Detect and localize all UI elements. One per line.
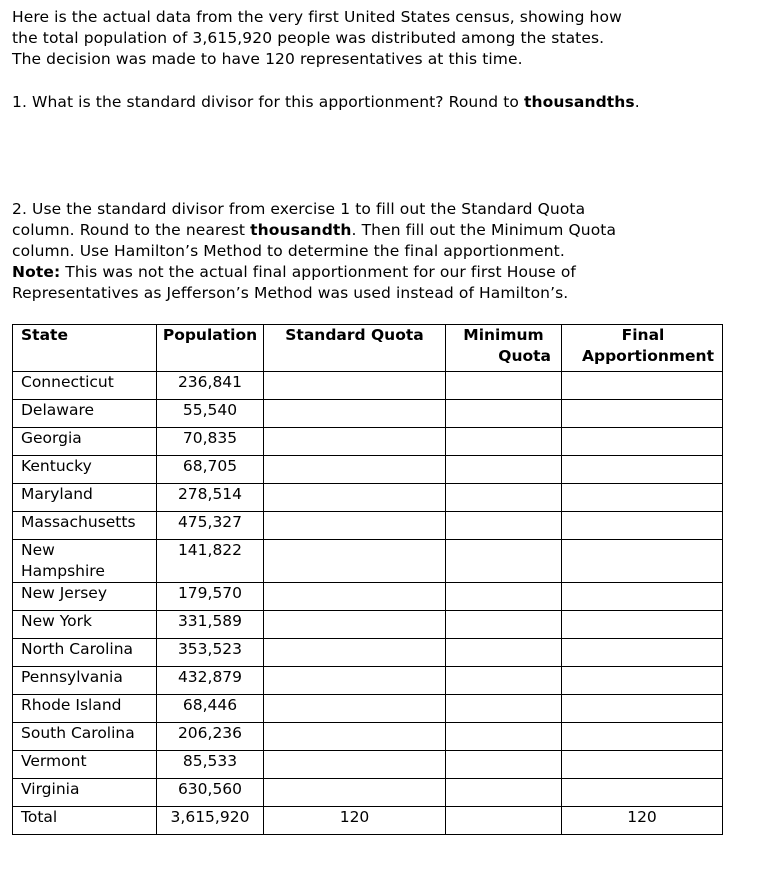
state-cell: Vermont — [13, 751, 157, 779]
final-apportionment-cell[interactable] — [562, 540, 723, 583]
table-row — [13, 583, 723, 611]
header-final-line2: Apportionment — [582, 347, 714, 365]
intro-line: the total population of 3,615,920 people was distributed among the states. — [12, 29, 605, 47]
table-total-row — [13, 807, 723, 835]
population-cell: 475,327 — [157, 512, 264, 540]
minimum-quota-cell[interactable] — [446, 611, 562, 639]
table-header-row — [13, 325, 723, 372]
population-cell: 331,589 — [157, 611, 264, 639]
standard-quota-cell[interactable] — [264, 639, 446, 667]
minimum-quota-cell[interactable] — [446, 512, 562, 540]
final-apportionment-cell[interactable] — [562, 667, 723, 695]
final-apportionment-cell[interactable] — [562, 695, 723, 723]
final-apportionment-cell[interactable] — [562, 456, 723, 484]
population-cell: 68,446 — [157, 695, 264, 723]
total-minimum-quota[interactable] — [446, 807, 562, 835]
question-2-line: column. Round to the nearest — [12, 221, 251, 239]
census-table — [12, 324, 723, 835]
table-row — [13, 428, 723, 456]
state-cell: Pennsylvania — [13, 667, 157, 695]
minimum-quota-cell[interactable] — [446, 751, 562, 779]
question-2-line: 2. Use the standard divisor from exercise 1 to fill out the Standard Quota — [12, 200, 586, 218]
final-apportionment-cell[interactable] — [562, 484, 723, 512]
header-final-line1: Final — [621, 326, 665, 344]
question-1-text: 1. What is the standard divisor for this apportionment? Round to — [12, 93, 525, 111]
total-final-apportionment: 120 — [562, 807, 723, 835]
state-cell: Virginia — [13, 779, 157, 807]
header-minimum-quota — [446, 325, 562, 372]
header-standard-quota: Standard Quota — [264, 325, 446, 372]
standard-quota-cell[interactable] — [264, 372, 446, 400]
final-apportionment-cell[interactable] — [562, 639, 723, 667]
final-apportionment-cell[interactable] — [562, 751, 723, 779]
total-standard-quota: 120 — [264, 807, 446, 835]
standard-quota-cell[interactable] — [264, 611, 446, 639]
state-cell: Massachusetts — [13, 512, 157, 540]
final-apportionment-cell[interactable] — [562, 428, 723, 456]
state-cell — [13, 540, 157, 583]
minimum-quota-cell[interactable] — [446, 540, 562, 583]
state-cell: Rhode Island — [13, 695, 157, 723]
table-row — [13, 667, 723, 695]
table-row — [13, 400, 723, 428]
population-cell: 236,841 — [157, 372, 264, 400]
minimum-quota-cell[interactable] — [446, 779, 562, 807]
standard-quota-cell[interactable] — [264, 540, 446, 583]
table-row — [13, 372, 723, 400]
standard-quota-cell[interactable] — [264, 400, 446, 428]
intro-paragraph — [12, 7, 752, 70]
population-cell: 353,523 — [157, 639, 264, 667]
minimum-quota-cell[interactable] — [446, 583, 562, 611]
question-1-emphasis: thousandths — [524, 93, 635, 111]
state-cell: Georgia — [13, 428, 157, 456]
state-cell-line2: Hampshire — [21, 562, 105, 580]
population-cell: 55,540 — [157, 400, 264, 428]
state-cell: New Jersey — [13, 583, 157, 611]
state-cell-line1: New — [21, 541, 55, 559]
population-cell: 630,560 — [157, 779, 264, 807]
table-row — [13, 751, 723, 779]
population-cell: 70,835 — [157, 428, 264, 456]
question-2-line: column. Use Hamilton’s Method to determine the final apportionment. — [12, 242, 565, 260]
standard-quota-cell[interactable] — [264, 428, 446, 456]
header-state: State — [13, 325, 157, 372]
total-label: Total — [13, 807, 157, 835]
standard-quota-cell[interactable] — [264, 779, 446, 807]
final-apportionment-cell[interactable] — [562, 372, 723, 400]
final-apportionment-cell[interactable] — [562, 583, 723, 611]
standard-quota-cell[interactable] — [264, 512, 446, 540]
state-cell: Maryland — [13, 484, 157, 512]
standard-quota-cell[interactable] — [264, 751, 446, 779]
population-cell: 179,570 — [157, 583, 264, 611]
minimum-quota-cell[interactable] — [446, 456, 562, 484]
header-final-apportionment — [562, 325, 723, 372]
minimum-quota-cell[interactable] — [446, 372, 562, 400]
population-cell: 432,879 — [157, 667, 264, 695]
question-2-line: . Then fill out the Minimum Quota — [351, 221, 617, 239]
question-1 — [12, 92, 752, 113]
state-cell: Connecticut — [13, 372, 157, 400]
header-minimum-quota-line2: Quota — [498, 347, 551, 365]
final-apportionment-cell[interactable] — [562, 779, 723, 807]
minimum-quota-cell[interactable] — [446, 428, 562, 456]
header-population: Population — [157, 325, 264, 372]
state-cell: Kentucky — [13, 456, 157, 484]
question-2-line: Representatives as Jefferson’s Method was used instead of Hamilton’s. — [12, 284, 569, 302]
standard-quota-cell[interactable] — [264, 667, 446, 695]
population-cell: 85,533 — [157, 751, 264, 779]
table-row — [13, 456, 723, 484]
population-cell: 68,705 — [157, 456, 264, 484]
table-row — [13, 639, 723, 667]
table-row — [13, 695, 723, 723]
standard-quota-cell[interactable] — [264, 484, 446, 512]
final-apportionment-cell[interactable] — [562, 611, 723, 639]
question-2-emphasis: thousandth — [250, 221, 352, 239]
state-cell: Delaware — [13, 400, 157, 428]
intro-line: The decision was made to have 120 representatives at this time. — [12, 50, 523, 68]
question-1-end: . — [634, 93, 640, 111]
state-cell: South Carolina — [13, 723, 157, 751]
minimum-quota-cell[interactable] — [446, 639, 562, 667]
population-cell: 141,822 — [157, 540, 264, 583]
state-cell: New York — [13, 611, 157, 639]
header-minimum-quota-line1: Minimum — [463, 326, 544, 344]
table-row — [13, 611, 723, 639]
note-label: Note: — [12, 263, 61, 281]
table-row — [13, 779, 723, 807]
minimum-quota-cell[interactable] — [446, 400, 562, 428]
intro-line: Here is the actual data from the very first United States census, showing how — [12, 8, 622, 26]
table-row — [13, 540, 723, 583]
final-apportionment-cell[interactable] — [562, 512, 723, 540]
minimum-quota-cell[interactable] — [446, 695, 562, 723]
question-2 — [12, 199, 752, 304]
minimum-quota-cell[interactable] — [446, 723, 562, 751]
question-2-line: This was not the actual final apportionment for our first House of — [60, 263, 576, 281]
population-cell: 206,236 — [157, 723, 264, 751]
standard-quota-cell[interactable] — [264, 723, 446, 751]
standard-quota-cell[interactable] — [264, 456, 446, 484]
state-cell: North Carolina — [13, 639, 157, 667]
final-apportionment-cell[interactable] — [562, 400, 723, 428]
standard-quota-cell[interactable] — [264, 695, 446, 723]
minimum-quota-cell[interactable] — [446, 667, 562, 695]
table-row — [13, 512, 723, 540]
standard-quota-cell[interactable] — [264, 583, 446, 611]
minimum-quota-cell[interactable] — [446, 484, 562, 512]
table-row — [13, 723, 723, 751]
table-row — [13, 484, 723, 512]
total-population: 3,615,920 — [157, 807, 264, 835]
final-apportionment-cell[interactable] — [562, 723, 723, 751]
population-cell: 278,514 — [157, 484, 264, 512]
